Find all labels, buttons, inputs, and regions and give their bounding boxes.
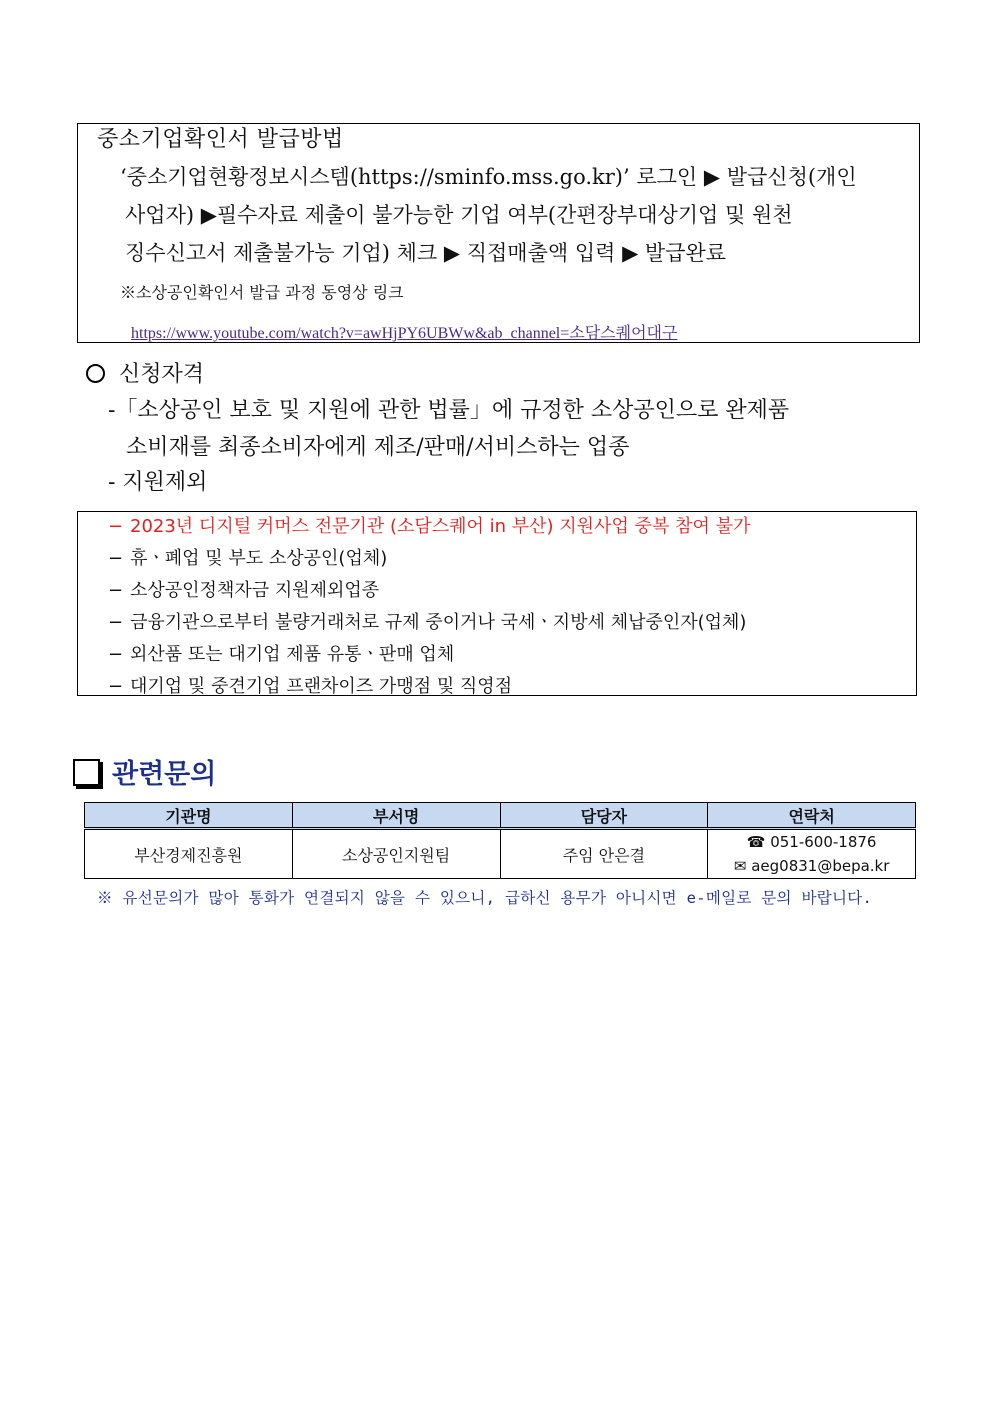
- exclusion-item-3: − 소상공인정책자금 지원제외업종: [108, 580, 380, 601]
- exclusion-item-4: − 금융기관으로부터 불량거래처로 규제 중이거나 국세ㆍ지방세 체납중인자(업체): [108, 612, 747, 633]
- issuance-line-1: ‘중소기업현황정보시스템(https://sminfo.mss.go.kr)’ 로그인 ▶ 발급신청(개인: [120, 165, 857, 189]
- eligibility-line-2: 소비재를 최종소비자에게 제조/판매/서비스하는 업종: [126, 435, 630, 460]
- issuance-line-3: 징수신고서 제출불가능 기업) 체크 ▶ 직접매출액 입력 ▶ 발급완료: [125, 241, 727, 265]
- circle-bullet-icon: [86, 364, 105, 383]
- exclusion-box: [77, 511, 917, 696]
- email-address[interactable]: aeg0831@bepa.kr: [751, 857, 890, 875]
- phone-number: 051-600-1876: [770, 833, 877, 851]
- contact-footnote: ※ 유선문의가 많아 통화가 연결되지 않을 수 있으니, 급하신 용무가 아니시면 e-메일로 문의 바랍니다.: [97, 889, 873, 907]
- exclusion-item-6: − 대기업 및 중견기업 프랜차이즈 가맹점 및 직영점: [108, 676, 513, 697]
- email-line: [708, 854, 915, 878]
- header-person: 담당자: [500, 803, 708, 829]
- issuance-steps: [120, 158, 912, 272]
- exclusion-item-2: − 휴ㆍ폐업 및 부도 소상공인(업체): [108, 548, 388, 569]
- phone-icon: ☎: [746, 833, 766, 851]
- mail-icon: ✉: [733, 857, 747, 875]
- issuance-title: 중소기업확인서 발급방법: [97, 127, 344, 152]
- exclusion-heading: - 지원제외: [108, 470, 208, 495]
- issuance-line-2: 사업자) ▶필수자료 제출이 불가능한 기업 여부(간편장부대상기업 및 원천: [125, 203, 793, 227]
- eligibility-heading-text: 신청자격: [119, 362, 205, 387]
- contact-heading: [73, 752, 216, 791]
- phone-line: [708, 830, 915, 854]
- contact-heading-text: 관련문의: [112, 759, 217, 790]
- exclusion-item-5: − 외산품 또는 대기업 제품 유통ㆍ판매 업체: [108, 644, 455, 665]
- contact-table: [84, 802, 916, 879]
- eligibility-line-1: -「소상공인 보호 및 지원에 관한 법률」에 규정한 소상공인으로 완제품: [108, 398, 790, 423]
- header-dept: 부서명: [292, 803, 500, 829]
- eligibility-text: [108, 392, 920, 466]
- contact-table-header: [85, 803, 916, 829]
- cell-person: 주임 안은결: [500, 829, 708, 879]
- exclusion-item-1: − 2023년 디지털 커머스 전문기관 (소담스퀘어 in 부산) 지원사업 중복 참여 불가: [108, 516, 751, 537]
- checkbox-square-icon: [73, 759, 100, 786]
- video-note: ※소상공인확인서 발급 과정 동영상 링크: [120, 283, 404, 302]
- eligibility-heading: [86, 357, 204, 388]
- video-link[interactable]: https://www.youtube.com/watch?v=awHjPY6UBWw&ab_channel=소담스퀘어대구: [131, 325, 678, 342]
- cell-dept: 소상공인지원팀: [292, 829, 500, 879]
- header-contact: 연락처: [708, 803, 916, 829]
- table-row: [85, 829, 916, 879]
- cell-org: 부산경제진흥원: [85, 829, 293, 879]
- header-org: 기관명: [85, 803, 293, 829]
- cell-contact: [708, 829, 916, 879]
